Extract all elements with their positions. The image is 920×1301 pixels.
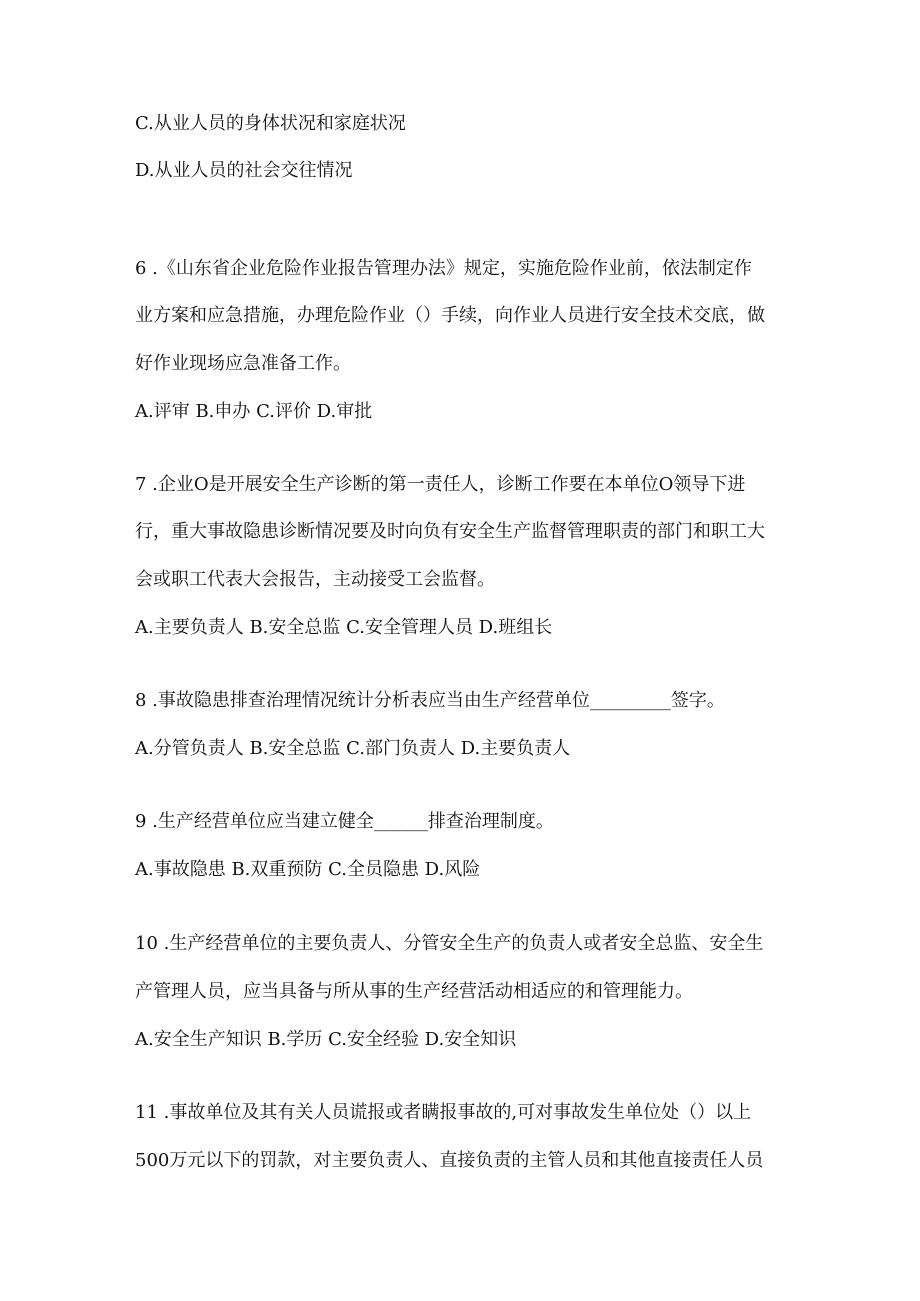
q6-text-line3: 好作业现场应急准备工作。 <box>135 353 351 374</box>
q7-options: A.主要负责人 B.安全总监 C.安全管理人员 D.班组长 <box>135 617 553 638</box>
q5-option-d: D.从业人员的社会交往情况 <box>135 160 353 181</box>
q10-options: A.安全生产知识 B.学历 C.安全经验 D.安全知识 <box>135 1029 517 1050</box>
q11-text-line2: 500万元以下的罚款，对主要负责人、直接负责的主管人员和其他直接责任人员 <box>135 1150 764 1171</box>
q9-options: A.事故隐患 B.双重预防 C.全员隐患 D.风险 <box>135 859 481 880</box>
q10-text-line1: 10 .生产经营单位的主要负责人、分管安全生产的负责人或者安全总监、安全生 <box>135 933 764 954</box>
q10-text-line2: 产管理人员，应当具备与所从事的生产经营活动相适应的和管理能力。 <box>135 981 693 1002</box>
q9-text-line1: 9 .生产经营单位应当建立健全______排查治理制度。 <box>135 811 554 832</box>
q6-options: A.评审 B.申办 C.评价 D.审批 <box>135 401 373 422</box>
q7-text-line2: 行，重大事故隐患诊断情况要及时向负有安全生产监督管理职责的部门和职工大 <box>135 521 765 542</box>
q7-text-line1: 7 .企业O是开展安全生产诊断的第一责任人，诊断工作要在本单位O领导下进 <box>135 474 746 495</box>
q8-text-line1: 8 .事故隐患排查治理情况统计分析表应当由生产经营单位_________签字。 <box>135 690 725 711</box>
q6-text-line2: 业方案和应急措施，办理危险作业（）手续，向作业人员进行安全技术交底，做 <box>135 305 765 326</box>
q11-text-line1: 11 .事故单位及其有关人员谎报或者瞒报事故的,可对事故发生单位处（）以上 <box>135 1102 752 1123</box>
q8-options: A.分管负责人 B.安全总监 C.部门负责人 D.主要负责人 <box>135 738 571 759</box>
q6-text-line1: 6 .《山东省企业危险作业报告管理办法》规定，实施危险作业前，依法制定作 <box>135 258 752 279</box>
q5-option-c: C.从业人员的身体状况和家庭状况 <box>135 113 406 134</box>
q7-text-line3: 会或职工代表大会报告，主动接受工会监督。 <box>135 569 495 590</box>
